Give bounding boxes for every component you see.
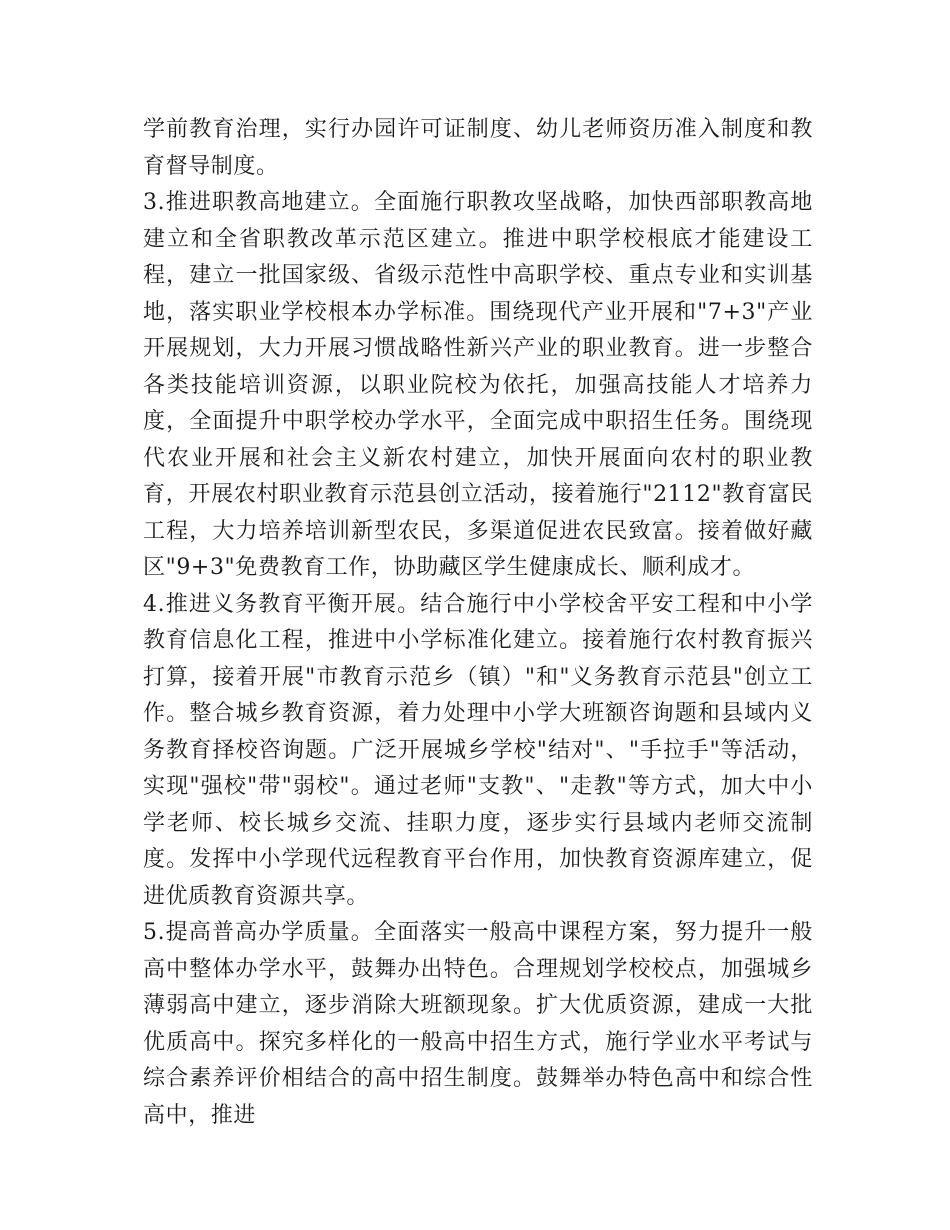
document-body xyxy=(143,112,813,1134)
paragraph-high-school-quality: 5.提高普高办学质量。全面落实一般高中课程方案，努力提升一般高中整体办学水平，鼓舞办出特色。合理规划学校校点，加强城乡薄弱高中建立，逐步消除大班额现象。扩大优质资源，建成一大批优质高中。探究多样化的一般高中招生方式，施行学业水平考试与综合素养评价相结合的高中招生制度。鼓舞举办特色高中和综合性高中，推进 xyxy=(143,920,813,1128)
paragraph-compulsory-education: 4.推进义务教育平衡开展。结合施行中小学校舍平安工程和中小学教育信息化工程，推进中小学标准化建立。接着施行农村教育振兴打算，接着开展"市教育示范乡（镇）"和"义务教育示范县"创立工作。整合城乡教育资源，着力处理中小学大班额咨询题和县域内义务教育择校咨询题。广泛开展城乡学校"结对"、"手拉手"等活动，实现"强校"带"弱校"。通过老师"支教"、"走教"等方式，加大中小学老师、校长城乡交流、挂职力度，逐步实行县域内老师交流制度。发挥中小学现代远程教育平台作用，加快教育资源库建立，促进优质教育资源共享。 xyxy=(143,591,813,909)
paragraph-vocational-education: 3.推进职教高地建立。全面施行职教攻坚战略，加快西部职教高地建立和全省职教改革示范区建立。推进中职学校根底才能建设工程，建立一批国家级、省级示范性中高职学校、重点专业和实训基地，落实职业学校根本办学标准。围绕现代产业开展和"7+3"产业开展规划，大力开展习惯战略性新兴产业的职业教育。进一步整合各类技能培训资源，以职业院校为依托，加强高技能人才培养力度，全面提升中职学校办学水平，全面完成中职招生任务。围绕现代农业开展和社会主义新农村建立，加快开展面向农村的职业教育，开展农村职业教育示范县创立活动，接着施行"2112"教育富民工程，大力培养培训新型农民，多渠道促进农民致富。接着做好藏区"9+3"免费教育工作，协助藏区学生健康成长、顺利成才。 xyxy=(143,190,813,580)
paragraph-preschool-governance: 学前教育治理，实行办园许可证制度、幼儿老师资历准入制度和教育督导制度。 xyxy=(143,117,813,179)
